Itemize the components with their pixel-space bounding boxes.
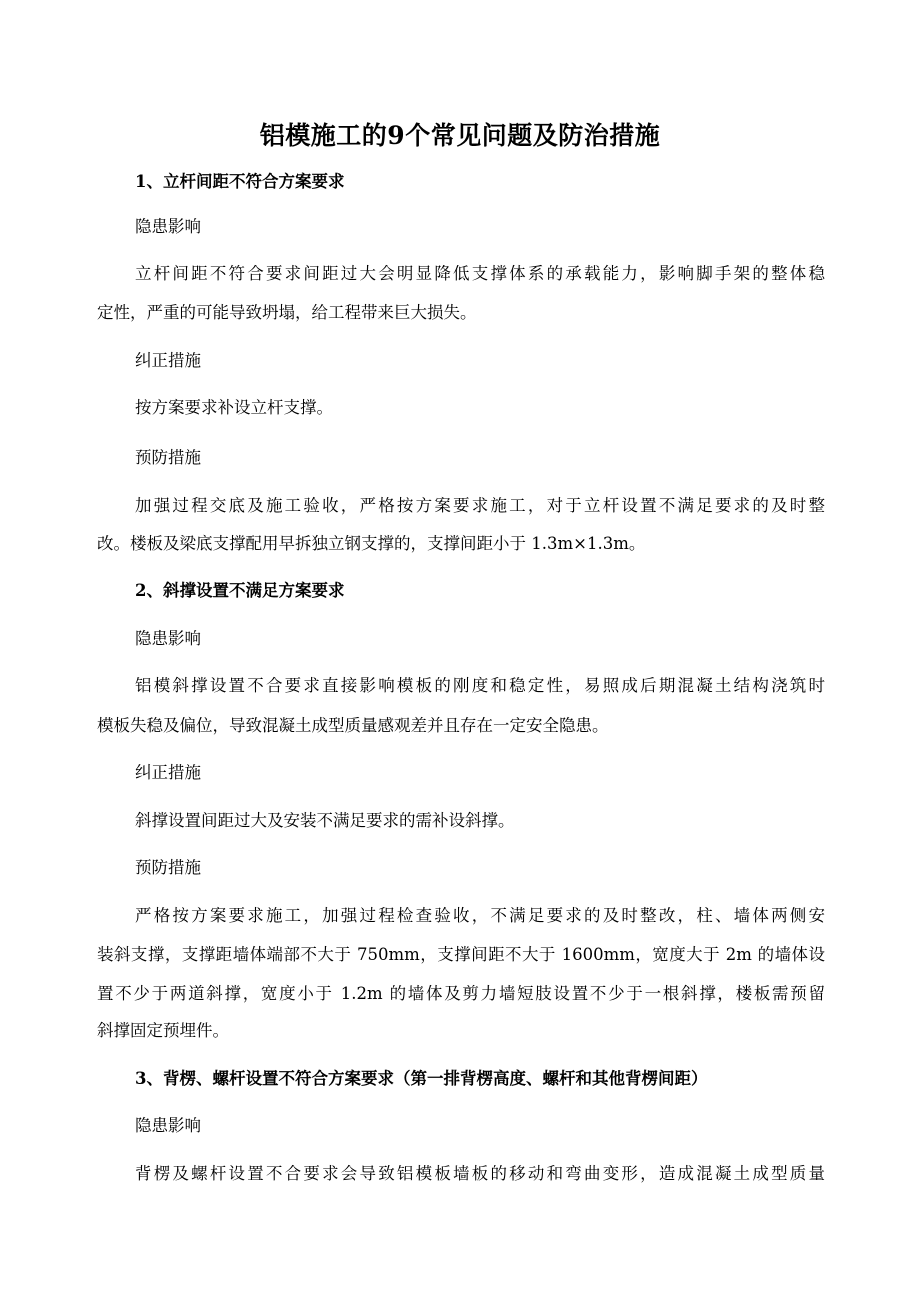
section-1-hazard-label: 隐患影响 <box>135 217 201 236</box>
section-3-hazard-line-1: 背楞及螺杆设置不合要求会导致铝模板墙板的移动和弯曲变形，造成混凝土成型质量 <box>135 1164 825 1183</box>
section-2-heading: 2、斜撑设置不满足方案要求 <box>135 581 345 600</box>
section-3-heading: 3、背楞、螺杆设置不符合方案要求（第一排背楞高度、螺杆和其他背楞间距） <box>135 1069 708 1088</box>
section-3-hazard-label: 隐患影响 <box>135 1116 201 1135</box>
section-2-hazard-line-2: 模板失稳及偏位，导致混凝土成型质量感观差并且存在一定安全隐患。 <box>97 716 609 735</box>
section-2-prevention-line-2: 装斜支撑，支撑距墙体端部不大于 750mm，支撑间距不大于 1600mm，宽度大于 2m 的墙体设 <box>97 945 825 964</box>
section-2-correction-line-1: 斜撑设置间距过大及安装不满足要求的需补设斜撑。 <box>135 811 515 830</box>
section-2-prevention-line-4: 斜撑固定预埋件。 <box>97 1021 229 1040</box>
section-1-heading: 1、立杆间距不符合方案要求 <box>135 172 345 191</box>
section-1-hazard-line-1: 立杆间距不符合要求间距过大会明显降低支撑体系的承载能力，影响脚手架的整体稳 <box>135 264 825 283</box>
section-2-prevention-label: 预防措施 <box>135 858 201 877</box>
section-1-prevention-line-1: 加强过程交底及施工验收，严格按方案要求施工，对于立杆设置不满足要求的及时整 <box>135 496 825 515</box>
section-1-hazard-line-2: 定性，严重的可能导致坍塌，给工程带来巨大损失。 <box>97 303 477 322</box>
section-2-hazard-label: 隐患影响 <box>135 629 201 648</box>
section-1-prevention-label: 预防措施 <box>135 448 201 467</box>
section-1-correction-label: 纠正措施 <box>135 351 201 370</box>
section-2-correction-label: 纠正措施 <box>135 763 201 782</box>
section-2-prevention-line-1: 严格按方案要求施工，加强过程检查验收，不满足要求的及时整改，柱、墙体两侧安 <box>135 906 825 925</box>
document-title: 铝模施工的9个常见问题及防治措施 <box>259 121 661 150</box>
section-1-prevention-line-2: 改。楼板及梁底支撑配用早拆独立钢支撑的，支撑间距小于 1.3m×1.3m。 <box>97 534 646 553</box>
section-2-hazard-line-1: 铝模斜撑设置不合要求直接影响模板的刚度和稳定性，易照成后期混凝土结构浇筑时 <box>135 676 825 695</box>
section-1-correction-line-1: 按方案要求补设立杆支撑。 <box>135 398 333 417</box>
section-2-prevention-line-3: 置不少于两道斜撑，宽度小于 1.2m 的墙体及剪力墙短肢设置不少于一根斜撑，楼板需预留 <box>97 984 825 1003</box>
